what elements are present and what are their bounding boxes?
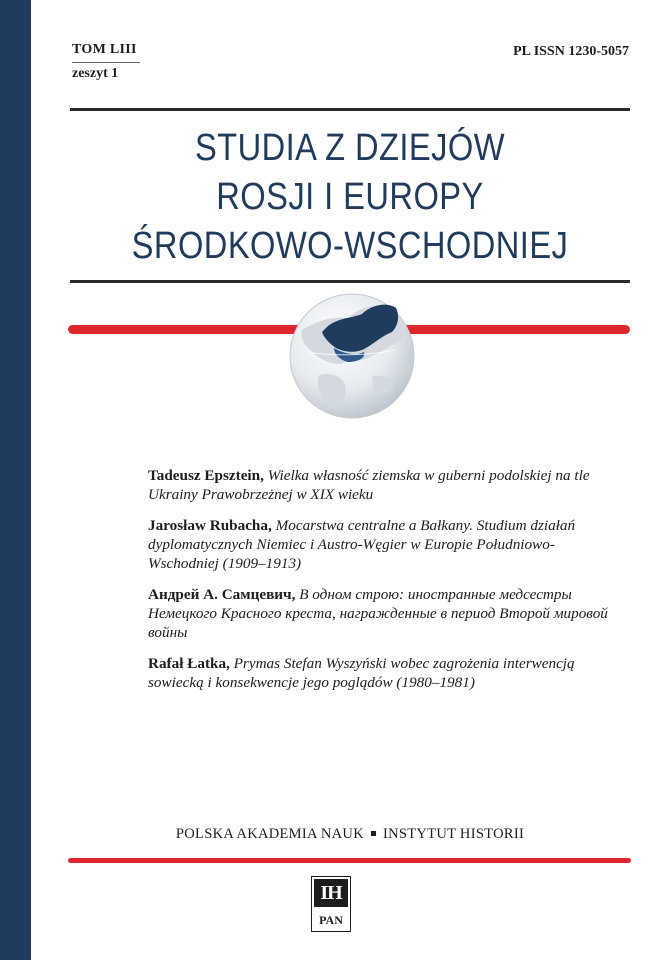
- title-bottom-rule: [70, 280, 630, 283]
- article-title: В одном строю: иностранные медсестры Немецкого Красного креста, награжденные в период Второй мировой войны: [148, 586, 608, 641]
- publisher-academy: POLSKA AKADEMIA NAUK: [175, 826, 364, 842]
- volume-label: TOM LIII: [72, 42, 137, 57]
- logo-acronym: PAN: [319, 913, 343, 927]
- publisher-institute: INSTYTUT HISTORII: [382, 826, 525, 842]
- volume-divider: [72, 62, 140, 63]
- article-title: Prymas Stefan Wyszyński wobec zagrożenia interwencją sowiecką i konsekwencje jego poglądów (1980–1981): [148, 655, 575, 691]
- globe-icon: [288, 292, 416, 420]
- article-author: Jarosław Rubacha,: [148, 517, 272, 534]
- article-title: Mocarstwa centralne a Bałkany. Studium działań dyplomatycznych Niemiec i Austro-Węgier w Europie Południowo-Wschodniej (1909–1913): [148, 517, 576, 572]
- logo-monogram: IH: [314, 879, 348, 907]
- article-author: Tadeusz Epsztein,: [148, 467, 264, 484]
- issn-label: PL ISSN 1230-5057: [513, 44, 629, 59]
- red-accent-bar-bottom: [68, 858, 631, 863]
- article-author: Rafał Łatka,: [148, 655, 230, 672]
- journal-title-line-1: STUDIA Z DZIEJÓW: [194, 127, 506, 169]
- article-entry: [148, 654, 618, 692]
- article-entry: [148, 466, 618, 504]
- journal-title-line-3: ŚRODKOWO-WSCHODNIEJ: [131, 225, 569, 267]
- journal-title-line-2: ROSJI I EUROPY: [216, 176, 484, 218]
- publisher-line: [70, 826, 630, 843]
- ih-pan-logo: [311, 876, 351, 932]
- article-title: Wielka własność ziemska w guberni podolskiej na tle Ukrainy Prawobrzeżnej w XIX wieku: [148, 467, 590, 503]
- volume-block: [72, 42, 140, 82]
- title-top-rule: [70, 108, 630, 111]
- article-entry: [148, 516, 618, 573]
- article-entry: [148, 585, 618, 642]
- table-of-contents: [148, 466, 618, 704]
- cover-spine: [0, 0, 31, 960]
- issue-label: zeszyt 1: [72, 66, 119, 81]
- article-author: Андрей А. Самцевич,: [148, 586, 296, 603]
- separator-square-icon: [371, 831, 376, 836]
